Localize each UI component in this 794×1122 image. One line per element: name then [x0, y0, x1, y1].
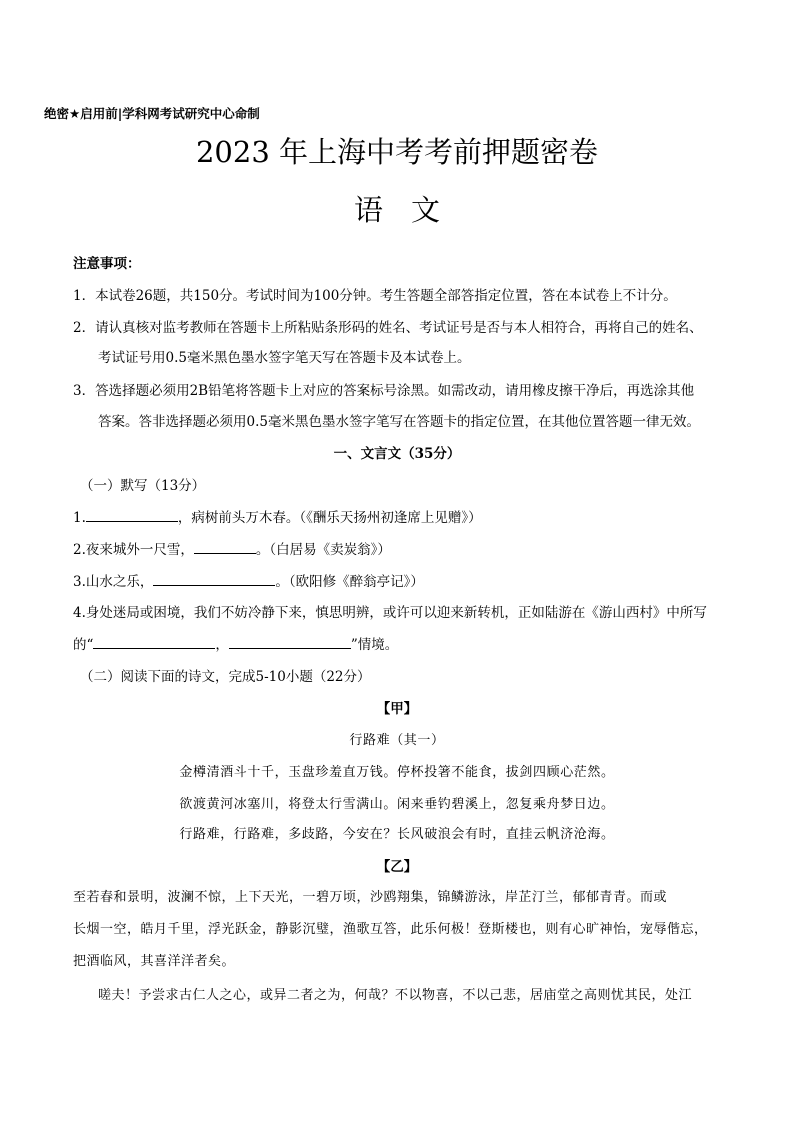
answer-blank-1[interactable] [86, 508, 178, 522]
question-4-line2 [73, 633, 398, 653]
part1-heading: （一）默写（13分） [80, 478, 206, 494]
prose-line-3: 把酒临风，其喜洋洋者矣。 [73, 954, 236, 969]
confidential-note: 绝密★启用前|学科网考试研究中心命制 [44, 106, 260, 121]
note-item-1: 1．本试卷26题，共150分。考试时间为100分钟。考生答题全部答指定位置，答在本试卷上不计分。 [73, 288, 677, 304]
question-1 [73, 506, 482, 526]
answer-blank-3[interactable] [153, 572, 275, 586]
poem-line-3: 行路难，行路难，多歧路，今安在？长风破浪会有时，直挂云帆济沧海。 [179, 827, 615, 842]
poem-line-2: 欲渡黄河冰塞川，将登太行雪满山。闲来垂钓碧溪上，忽复乘舟梦日边。 [179, 797, 615, 812]
question-2-pre: 2.夜来城外一尺雪， [73, 542, 194, 558]
question-4-post: ”情境。 [350, 637, 399, 653]
question-3-post: 。（欧阳修《醉翁亭记》） [275, 574, 424, 590]
note-item-2: 2．请认真核对监考教师在答题卡上所粘贴条形码的姓名、考试证号是否与本人相符合，再将自己的姓名、 [73, 320, 703, 336]
question-1-num: 1. [73, 510, 86, 526]
question-4-mid: ， [215, 637, 229, 653]
question-2 [73, 538, 391, 558]
part2-heading: （二）阅读下面的诗文，完成5-10小题（22分） [80, 669, 371, 685]
exam-title: 2023 年上海中考考前押题密卷 [195, 135, 599, 169]
note-item-2-cont: 考试证号用0.5毫米黑色墨水签字笔天写在答题卡及本试卷上。 [98, 350, 471, 366]
notes-heading: 注意事项： [73, 256, 141, 272]
question-4-line1: 4.身处迷局或困境，我们不妨冷静下来，慎思明辨，或许可以迎来新转机，正如陆游在《游山西村》中所写 [73, 605, 707, 621]
yi-label: 【乙】 [376, 859, 418, 875]
prose-line-1: 至若春和景明，波澜不惊，上下天光，一碧万顷，沙鸥翔集，锦鳞游泳，岸芷汀兰，郁郁青青。而或 [73, 890, 668, 905]
section-title: 一、文言文（35分） [333, 446, 461, 462]
answer-blank-4b[interactable] [229, 635, 351, 649]
question-2-post: 。（白居易《卖炭翁》） [255, 542, 391, 558]
subject-title: 语文 [353, 193, 468, 227]
question-4-pre: 的“ [73, 637, 94, 653]
answer-blank-4a[interactable] [93, 635, 215, 649]
jia-label: 【甲】 [376, 701, 418, 717]
poem-title: 行路难（其一） [349, 733, 445, 748]
answer-blank-2[interactable] [194, 540, 256, 554]
poem-line-1: 金樽清酒斗十千，玉盘珍羞直万钱。停杯投箸不能食，拔剑四顾心茫然。 [179, 765, 615, 780]
question-3 [73, 570, 424, 590]
note-item-3: 3．答选择题必须用2B铅笔将答题卡上对应的答案标号涂黑。如需改动，请用橡皮擦干净后，再选涂其他 [73, 383, 695, 399]
question-1-text: ，病树前头万木春。（《酬乐天扬州初逢席上见赠》） [177, 510, 482, 526]
prose-line-4: 嗟夫！予尝求古仁人之心，或异二者之为，何哉？不以物喜，不以己悲，居庙堂之高则忧其民，处江 [98, 988, 693, 1003]
question-3-pre: 3.山水之乐， [73, 574, 154, 590]
prose-line-2: 长烟一空，皓月千里，浮光跃金，静影沉璧，渔歌互答，此乐何极！登斯楼也，则有心旷神怡，宠辱偕忘， [73, 922, 708, 937]
note-item-3-cont: 答案。答非选择题必须用0.5毫米黑色墨水签字笔写在答题卡的指定位置，在其他位置答题一律无效。 [98, 414, 700, 430]
